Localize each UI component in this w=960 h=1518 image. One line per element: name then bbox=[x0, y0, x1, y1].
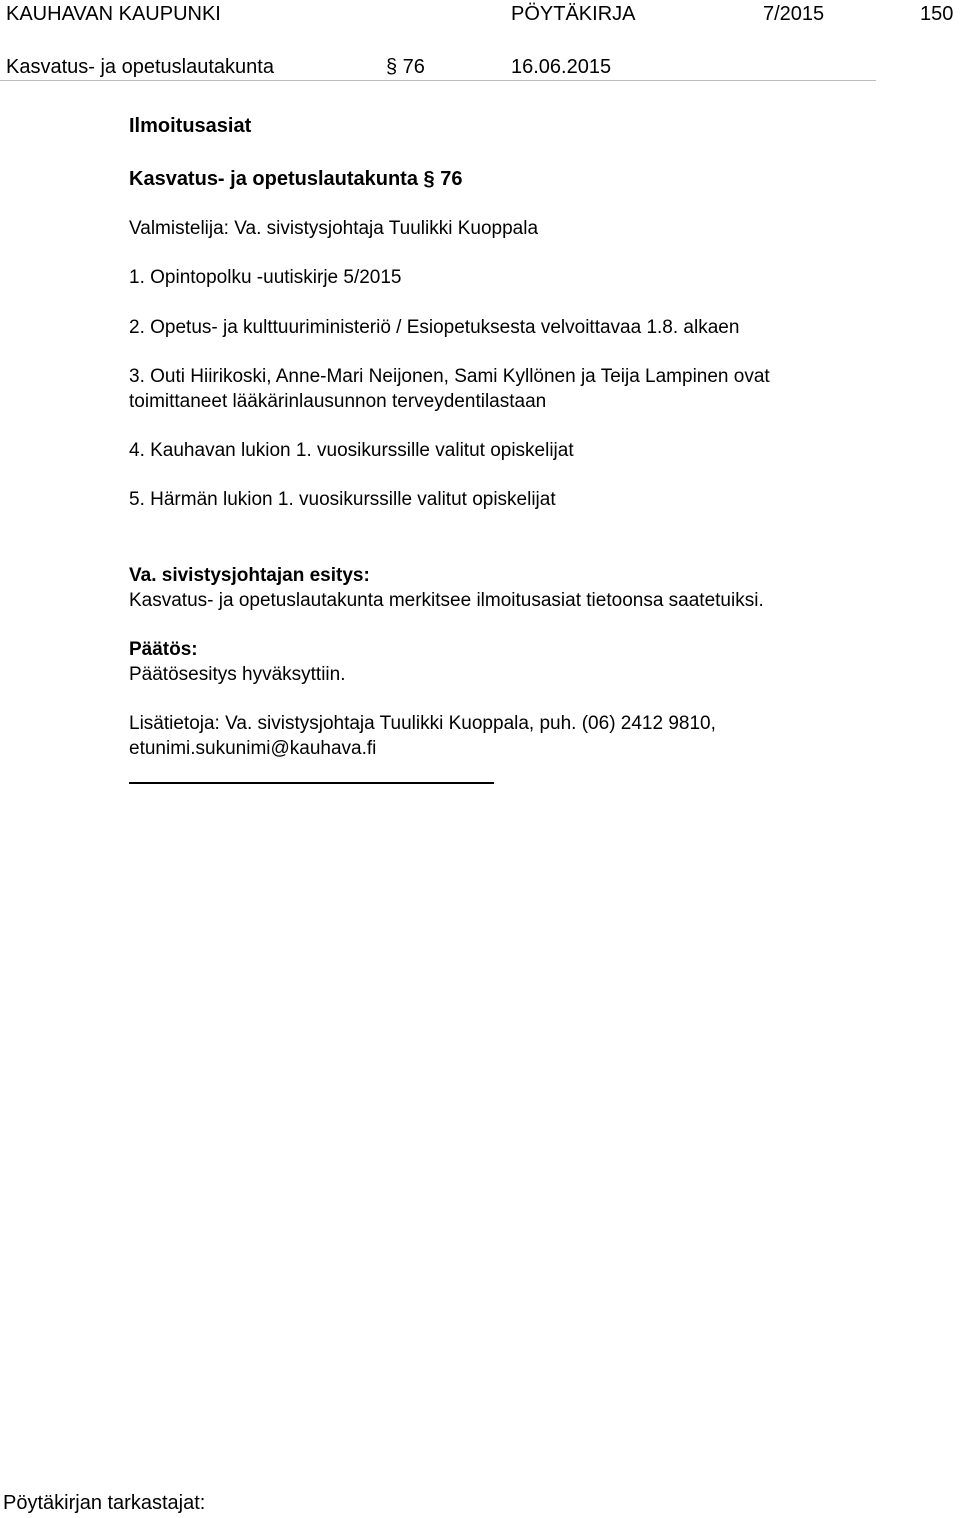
list-item: 4. Kauhavan lukion 1. vuosikurssille valitut opiskelijat bbox=[129, 440, 574, 461]
contact-email: etunimi.sukunimi@kauhava.fi bbox=[129, 738, 377, 759]
list-item: 2. Opetus- ja kulttuuriministeriö / Esiopetuksesta velvoittavaa 1.8. alkaen bbox=[129, 317, 740, 338]
list-item-continuation: toimittaneet lääkärinlausunnon terveydentilastaan bbox=[129, 391, 547, 412]
preparer-line: Valmistelija: Va. sivistysjohtaja Tuulikki Kuoppala bbox=[129, 218, 539, 239]
document-number: 7/2015 bbox=[763, 3, 825, 25]
list-item: 5. Härmän lukion 1. vuosikurssille valitut opiskelijat bbox=[129, 489, 556, 510]
organization-name: KAUHAVAN KAUPUNKI bbox=[6, 3, 221, 25]
page-number: 150 bbox=[920, 3, 954, 25]
header-divider bbox=[0, 80, 876, 81]
reviewers-label: Pöytäkirjan tarkastajat: bbox=[3, 1492, 206, 1514]
decision-text: Päätösesitys hyväksyttiin. bbox=[129, 664, 346, 685]
meeting-date: 16.06.2015 bbox=[511, 56, 612, 78]
list-item: 1. Opintopolku -uutiskirje 5/2015 bbox=[129, 267, 402, 288]
contact-info: Lisätietoja: Va. sivistysjohtaja Tuulikki Kuoppala, puh. (06) 2412 9810, bbox=[129, 713, 716, 734]
proposal-text: Kasvatus- ja opetuslautakunta merkitsee ilmoitusasiat tietoonsa saatetuiksi. bbox=[129, 590, 764, 611]
section-number: § 76 bbox=[386, 56, 425, 78]
page-title: Ilmoitusasiat bbox=[129, 115, 252, 137]
decision-heading: Päätös: bbox=[129, 639, 198, 660]
section-end-rule bbox=[129, 782, 494, 784]
document-type: PÖYTÄKIRJA bbox=[511, 3, 636, 25]
list-item: 3. Outi Hiirikoski, Anne-Mari Neijonen, Sami Kyllönen ja Teija Lampinen ovat bbox=[129, 366, 770, 387]
board-section-heading: Kasvatus- ja opetuslautakunta § 76 bbox=[129, 168, 463, 190]
board-name: Kasvatus- ja opetuslautakunta bbox=[6, 56, 274, 78]
proposal-heading: Va. sivistysjohtajan esitys: bbox=[129, 565, 370, 586]
